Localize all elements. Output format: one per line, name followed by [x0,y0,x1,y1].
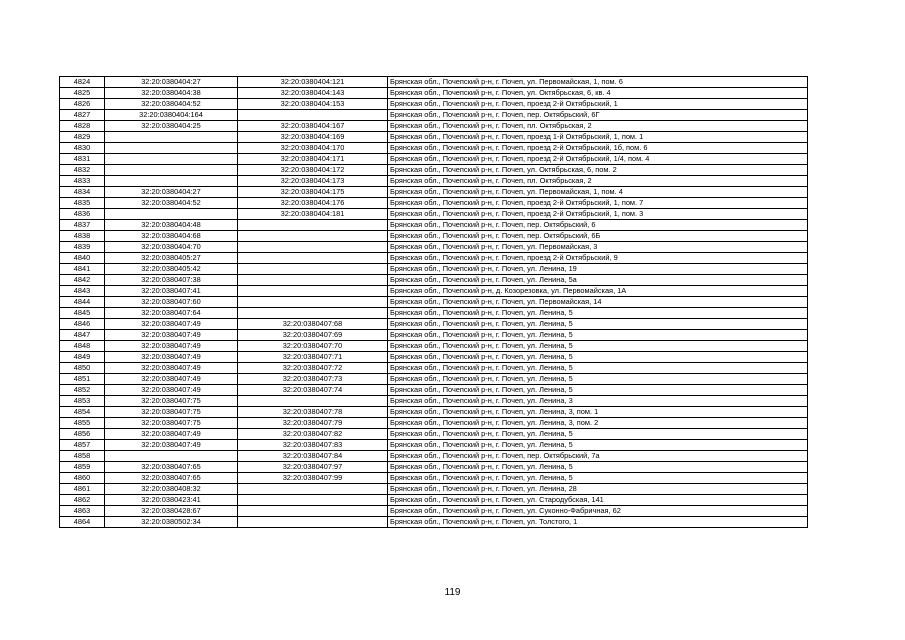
row-number-cell: 4860 [60,473,105,484]
cadastral-number-cell: 32:20:0380404:38 [105,88,238,99]
row-number-cell: 4827 [60,110,105,121]
address-cell: Брянская обл., Почепский р-н, г. Почеп, ул. Ленина, 5 [388,440,808,451]
address-cell: Брянская обл., Почепский р-н, г. Почеп, пл. Октябрьская, 2 [388,121,808,132]
object-cadastral-number-cell: 32:20:0380404:173 [238,176,388,187]
cadastral-number-cell: 32:20:0380407:49 [105,352,238,363]
object-cadastral-number-cell: 32:20:0380407:82 [238,429,388,440]
row-number-cell: 4840 [60,253,105,264]
object-cadastral-number-cell [238,286,388,297]
table-row [60,220,808,231]
table-row [60,110,808,121]
cadastral-number-cell: 32:20:0380405:27 [105,253,238,264]
table-row [60,374,808,385]
table-row [60,429,808,440]
table-row [60,176,808,187]
object-cadastral-number-cell [238,110,388,121]
cadastral-number-cell: 32:20:0380404:27 [105,77,238,88]
object-cadastral-number-cell: 32:20:0380404:172 [238,165,388,176]
address-cell: Брянская обл., Почепский р-н, г. Почеп, пер. Октябрьский, 6 [388,220,808,231]
cadastral-number-cell [105,143,238,154]
cadastral-number-cell: 32:20:0380407:41 [105,286,238,297]
table-row [60,473,808,484]
row-number-cell: 4826 [60,99,105,110]
table-row [60,209,808,220]
object-cadastral-number-cell [238,484,388,495]
address-cell: Брянская обл., Почепский р-н, г. Почеп, ул. Ленина, 5 [388,308,808,319]
row-number-cell: 4850 [60,363,105,374]
address-cell: Брянская обл., Почепский р-н, г. Почеп, ул. Ленина, 5а [388,275,808,286]
address-cell: Брянская обл., Почепский р-н, г. Почеп, проезд 2-й Октябрьский, 1, пом. 3 [388,209,808,220]
cadastral-number-cell: 32:20:0380404:52 [105,198,238,209]
object-cadastral-number-cell: 32:20:0380407:97 [238,462,388,473]
table-row [60,495,808,506]
cadastral-number-cell [105,154,238,165]
row-number-cell: 4834 [60,187,105,198]
cadastral-number-cell: 32:20:0380407:65 [105,473,238,484]
cadastral-number-cell [105,165,238,176]
cadastral-number-cell: 32:20:0380407:49 [105,429,238,440]
table-row [60,517,808,528]
address-cell: Брянская обл., Почепский р-н, г. Почеп, ул. Суконно-Фабричная, 62 [388,506,808,517]
cadastral-number-cell: 32:20:0380407:49 [105,319,238,330]
cadastral-number-cell [105,451,238,462]
row-number-cell: 4859 [60,462,105,473]
object-cadastral-number-cell [238,517,388,528]
row-number-cell: 4864 [60,517,105,528]
address-cell: Брянская обл., Почепский р-н, г. Почеп, ул. Ленина, 5 [388,374,808,385]
table-row [60,154,808,165]
address-cell: Брянская обл., Почепский р-н, д. Козорезовка, ул. Первомайская, 1А [388,286,808,297]
object-cadastral-number-cell [238,253,388,264]
object-cadastral-number-cell [238,506,388,517]
object-cadastral-number-cell [238,308,388,319]
cadastral-number-cell: 32:20:0380404:27 [105,187,238,198]
table-row [60,396,808,407]
row-number-cell: 4825 [60,88,105,99]
address-cell: Брянская обл., Почепский р-н, г. Почеп, проезд 2-й Октябрьский, 9 [388,253,808,264]
table-row [60,253,808,264]
table-row [60,462,808,473]
row-number-cell: 4832 [60,165,105,176]
table-row [60,99,808,110]
address-cell: Брянская обл., Почепский р-н, г. Почеп, ул. Ленина, 5 [388,330,808,341]
address-cell: Брянская обл., Почепский р-н, г. Почеп, ул. Октябрьская, 6, пом. 2 [388,165,808,176]
object-cadastral-number-cell: 32:20:0380407:69 [238,330,388,341]
object-cadastral-number-cell [238,297,388,308]
row-number-cell: 4855 [60,418,105,429]
address-cell: Брянская обл., Почепский р-н, г. Почеп, ул. Ленина, 5 [388,363,808,374]
cadastral-number-cell: 32:20:0380407:75 [105,407,238,418]
object-cadastral-number-cell: 32:20:0380407:70 [238,341,388,352]
cadastral-number-cell: 32:20:0380404:52 [105,99,238,110]
address-cell: Брянская обл., Почепский р-н, г. Почеп, ул. Ленина, 5 [388,319,808,330]
table-row [60,418,808,429]
object-cadastral-number-cell: 32:20:0380407:71 [238,352,388,363]
object-cadastral-number-cell: 32:20:0380404:170 [238,143,388,154]
object-cadastral-number-cell: 32:20:0380407:79 [238,418,388,429]
cadastral-number-cell: 32:20:0380404:68 [105,231,238,242]
table-row [60,187,808,198]
cadastral-number-cell: 32:20:0380404:48 [105,220,238,231]
row-number-cell: 4841 [60,264,105,275]
object-cadastral-number-cell: 32:20:0380407:78 [238,407,388,418]
address-cell: Брянская обл., Почепский р-н, г. Почеп, ул. Ленина, 5 [388,473,808,484]
table-row [60,385,808,396]
cadastral-number-cell [105,209,238,220]
row-number-cell: 4862 [60,495,105,506]
row-number-cell: 4847 [60,330,105,341]
address-cell: Брянская обл., Почепский р-н, г. Почеп, ул. Первомайская, 1, пом. 6 [388,77,808,88]
row-number-cell: 4831 [60,154,105,165]
cadastral-number-cell [105,132,238,143]
object-cadastral-number-cell: 32:20:0380404:169 [238,132,388,143]
row-number-cell: 4854 [60,407,105,418]
object-cadastral-number-cell [238,264,388,275]
table-row [60,363,808,374]
row-number-cell: 4858 [60,451,105,462]
row-number-cell: 4842 [60,275,105,286]
row-number-cell: 4828 [60,121,105,132]
address-cell: Брянская обл., Почепский р-н, г. Почеп, ул. Ленина, 3, пом. 2 [388,418,808,429]
object-cadastral-number-cell: 32:20:0380407:68 [238,319,388,330]
table-row [60,330,808,341]
address-cell: Брянская обл., Почепский р-н, г. Почеп, ул. Ленина, 5 [388,429,808,440]
cadastral-number-cell: 32:20:0380407:60 [105,297,238,308]
table-row [60,132,808,143]
cadastral-number-cell [105,176,238,187]
address-cell: Брянская обл., Почепский р-н, г. Почеп, проезд 2-й Октябрьский, 1/4, пом. 4 [388,154,808,165]
address-cell: Брянская обл., Почепский р-н, г. Почеп, пл. Октябрьская, 2 [388,176,808,187]
row-number-cell: 4829 [60,132,105,143]
table-row [60,308,808,319]
cadastral-number-cell: 32:20:0380404:70 [105,242,238,253]
cadastral-number-cell: 32:20:0380407:75 [105,418,238,429]
object-cadastral-number-cell: 32:20:0380404:181 [238,209,388,220]
address-cell: Брянская обл., Почепский р-н, г. Почеп, ул. Ленина, 19 [388,264,808,275]
table-row [60,451,808,462]
row-number-cell: 4843 [60,286,105,297]
row-number-cell: 4846 [60,319,105,330]
cadastral-number-cell: 32:20:0380407:65 [105,462,238,473]
address-cell: Брянская обл., Почепский р-н, г. Почеп, ул. Первомайская, 14 [388,297,808,308]
address-cell: Брянская обл., Почепский р-н, г. Почеп, ул. Ленина, 5 [388,341,808,352]
object-cadastral-number-cell: 32:20:0380404:143 [238,88,388,99]
row-number-cell: 4856 [60,429,105,440]
address-cell: Брянская обл., Почепский р-н, г. Почеп, пер. Октябрьский, 6Б [388,231,808,242]
object-cadastral-number-cell: 32:20:0380404:176 [238,198,388,209]
table-row [60,275,808,286]
table-row [60,484,808,495]
object-cadastral-number-cell: 32:20:0380404:175 [238,187,388,198]
object-cadastral-number-cell [238,242,388,253]
address-cell: Брянская обл., Почепский р-н, г. Почеп, проезд 2-й Октябрьский, 1 [388,99,808,110]
row-number-cell: 4853 [60,396,105,407]
table-row [60,88,808,99]
cadastral-number-cell: 32:20:0380405:42 [105,264,238,275]
object-cadastral-number-cell: 32:20:0380404:153 [238,99,388,110]
object-cadastral-number-cell [238,275,388,286]
cadastral-number-cell: 32:20:0380404:164 [105,110,238,121]
cadastral-number-cell: 32:20:0380407:49 [105,385,238,396]
object-cadastral-number-cell: 32:20:0380404:167 [238,121,388,132]
row-number-cell: 4851 [60,374,105,385]
table-row [60,319,808,330]
row-number-cell: 4833 [60,176,105,187]
table-row [60,440,808,451]
object-cadastral-number-cell: 32:20:0380404:121 [238,77,388,88]
table-row [60,407,808,418]
address-cell: Брянская обл., Почепский р-н, г. Почеп, проезд 2-й Октябрьский, 1б, пом. 6 [388,143,808,154]
row-number-cell: 4839 [60,242,105,253]
table-row [60,506,808,517]
row-number-cell: 4844 [60,297,105,308]
table-row [60,143,808,154]
object-cadastral-number-cell [238,231,388,242]
address-cell: Брянская обл., Почепский р-н, г. Почеп, пер. Октябрьский, 7а [388,451,808,462]
cadastral-number-cell: 32:20:0380407:49 [105,363,238,374]
cadastral-number-cell: 32:20:0380408:32 [105,484,238,495]
object-cadastral-number-cell: 32:20:0380407:72 [238,363,388,374]
address-cell: Брянская обл., Почепский р-н, г. Почеп, ул. Ленина, 3 [388,396,808,407]
address-cell: Брянская обл., Почепский р-н, г. Почеп, проезд 1-й Октябрьский, 1, пом. 1 [388,132,808,143]
cadastral-number-cell: 32:20:0380407:49 [105,330,238,341]
address-cell: Брянская обл., Почепский р-н, г. Почеп, ул. Первомайская, 1, пом. 4 [388,187,808,198]
row-number-cell: 4849 [60,352,105,363]
cadastral-number-cell: 32:20:0380407:75 [105,396,238,407]
table-row [60,121,808,132]
page-number: 119 [444,587,461,598]
row-number-cell: 4852 [60,385,105,396]
cadastral-number-cell: 32:20:0380423:41 [105,495,238,506]
row-number-cell: 4857 [60,440,105,451]
address-cell: Брянская обл., Почепский р-н, г. Почеп, ул. Ленина, 5 [388,385,808,396]
table-row [60,77,808,88]
cadastral-number-cell: 32:20:0380407:38 [105,275,238,286]
object-cadastral-number-cell: 32:20:0380404:171 [238,154,388,165]
cadastral-number-cell: 32:20:0380407:49 [105,440,238,451]
object-cadastral-number-cell: 32:20:0380407:84 [238,451,388,462]
table-row [60,231,808,242]
address-cell: Брянская обл., Почепский р-н, г. Почеп, ул. Стародубская, 141 [388,495,808,506]
row-number-cell: 4861 [60,484,105,495]
row-number-cell: 4863 [60,506,105,517]
table-row [60,341,808,352]
address-cell: Брянская обл., Почепский р-н, г. Почеп, ул. Ленина, 28 [388,484,808,495]
table-row [60,264,808,275]
row-number-cell: 4845 [60,308,105,319]
table-row [60,297,808,308]
table-row [60,242,808,253]
table-row [60,352,808,363]
address-cell: Брянская обл., Почепский р-н, г. Почеп, ул. Толстого, 1 [388,517,808,528]
object-cadastral-number-cell [238,220,388,231]
registry-table-body [60,77,808,528]
address-cell: Брянская обл., Почепский р-н, г. Почеп, ул. Ленина, 5 [388,352,808,363]
object-cadastral-number-cell: 32:20:0380407:83 [238,440,388,451]
table-row [60,198,808,209]
address-cell: Брянская обл., Почепский р-н, г. Почеп, ул. Ленина, 5 [388,462,808,473]
row-number-cell: 4838 [60,231,105,242]
object-cadastral-number-cell [238,396,388,407]
object-cadastral-number-cell [238,495,388,506]
cadastral-number-cell: 32:20:0380502:34 [105,517,238,528]
row-number-cell: 4836 [60,209,105,220]
address-cell: Брянская обл., Почепский р-н, г. Почеп, ул. Первомайская, 3 [388,242,808,253]
address-cell: Брянская обл., Почепский р-н, г. Почеп, пер. Октябрьский, 6Г [388,110,808,121]
row-number-cell: 4837 [60,220,105,231]
table-row [60,165,808,176]
row-number-cell: 4830 [60,143,105,154]
object-cadastral-number-cell: 32:20:0380407:73 [238,374,388,385]
registry-table [59,76,808,528]
object-cadastral-number-cell: 32:20:0380407:99 [238,473,388,484]
cadastral-number-cell: 32:20:0380407:49 [105,374,238,385]
row-number-cell: 4848 [60,341,105,352]
row-number-cell: 4835 [60,198,105,209]
address-cell: Брянская обл., Почепский р-н, г. Почеп, ул. Ленина, 3, пом. 1 [388,407,808,418]
cadastral-number-cell: 32:20:0380407:49 [105,341,238,352]
address-cell: Брянская обл., Почепский р-н, г. Почеп, ул. Октябрьская, 6, кв. 4 [388,88,808,99]
address-cell: Брянская обл., Почепский р-н, г. Почеп, проезд 2-й Октябрьский, 1, пом. 7 [388,198,808,209]
row-number-cell: 4824 [60,77,105,88]
cadastral-number-cell: 32:20:0380407:64 [105,308,238,319]
cadastral-number-cell: 32:20:0380404:25 [105,121,238,132]
object-cadastral-number-cell: 32:20:0380407:74 [238,385,388,396]
cadastral-number-cell: 32:20:0380428:67 [105,506,238,517]
table-row [60,286,808,297]
